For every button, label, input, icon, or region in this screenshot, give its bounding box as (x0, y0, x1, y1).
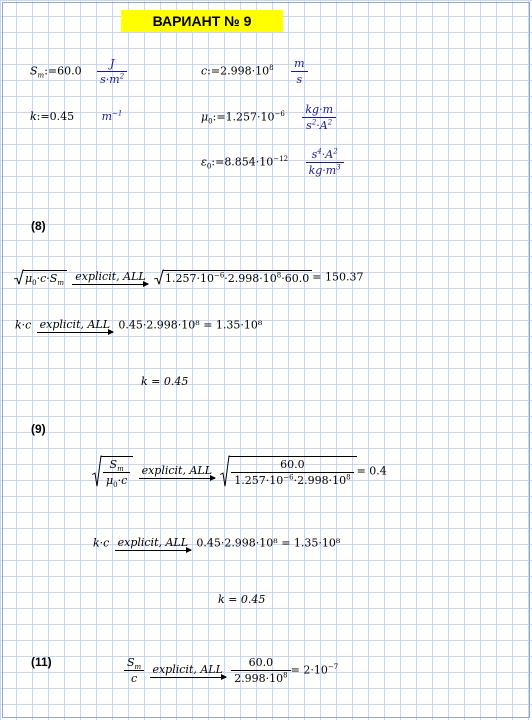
eval-8[interactable]: k = 0.45 (141, 375, 189, 388)
eq-8-1[interactable]: $\mu_0\cdot c\cdot S_m$ explicit, ALL $1.257\cdot 10^{-6}\cdot 2.998\cdot 10^8\cdot 60.0 = 150.37$ (14, 270, 363, 285)
section-label-8: (8) (31, 219, 46, 233)
eq-11-1[interactable]: $\frac{S_m}{c}$ explicit, ALL $\frac{60.0}{2.998\cdot 10^8}$ = $2\cdot 10^{-7}$ (124, 656, 338, 685)
worksheet-title: ВАРИАНТ № 9 (121, 10, 283, 32)
def-k[interactable]: k:=0.45 $m^{-1}$ (30, 109, 123, 123)
def-eps0[interactable]: $\varepsilon_0:=8.854\cdot 10^{-12}$ $\frac{s^4\cdot A^2}{kg\cdot m^3}$ (201, 148, 344, 177)
eval-9[interactable]: k = 0.45 (218, 593, 266, 606)
def-c[interactable]: $c:=2.998\cdot 10^8$ $\frac{m}{s}$ (201, 57, 308, 86)
def-sm[interactable]: $S_m:=60.0$ $\frac{J}{s\cdot m^2}$ (30, 57, 127, 86)
eq-9-2[interactable]: k·c explicit, ALL 0.45·2.998·10⁸ = 1.35·10⁸ (93, 536, 341, 550)
def-mu0[interactable]: $\mu_0:=1.257\cdot 10^{-6}$ $\frac{kg\cdot m}{s^2\cdot A^2}$ (201, 103, 336, 132)
section-label-9: (9) (31, 422, 46, 436)
eq-8-2[interactable]: k·c explicit, ALL 0.45·2.998·10⁸ = 1.35·10⁸ (15, 318, 263, 332)
section-label-11: (11) (31, 655, 52, 669)
eq-9-1[interactable]: $\frac{S_m}{\mu_0\cdot c}$ explicit, ALL $\frac{60.0}{1.257\cdot 10^{-6}\cdot 2.998\cdot 10^8}$ = 0.4 (92, 456, 387, 487)
